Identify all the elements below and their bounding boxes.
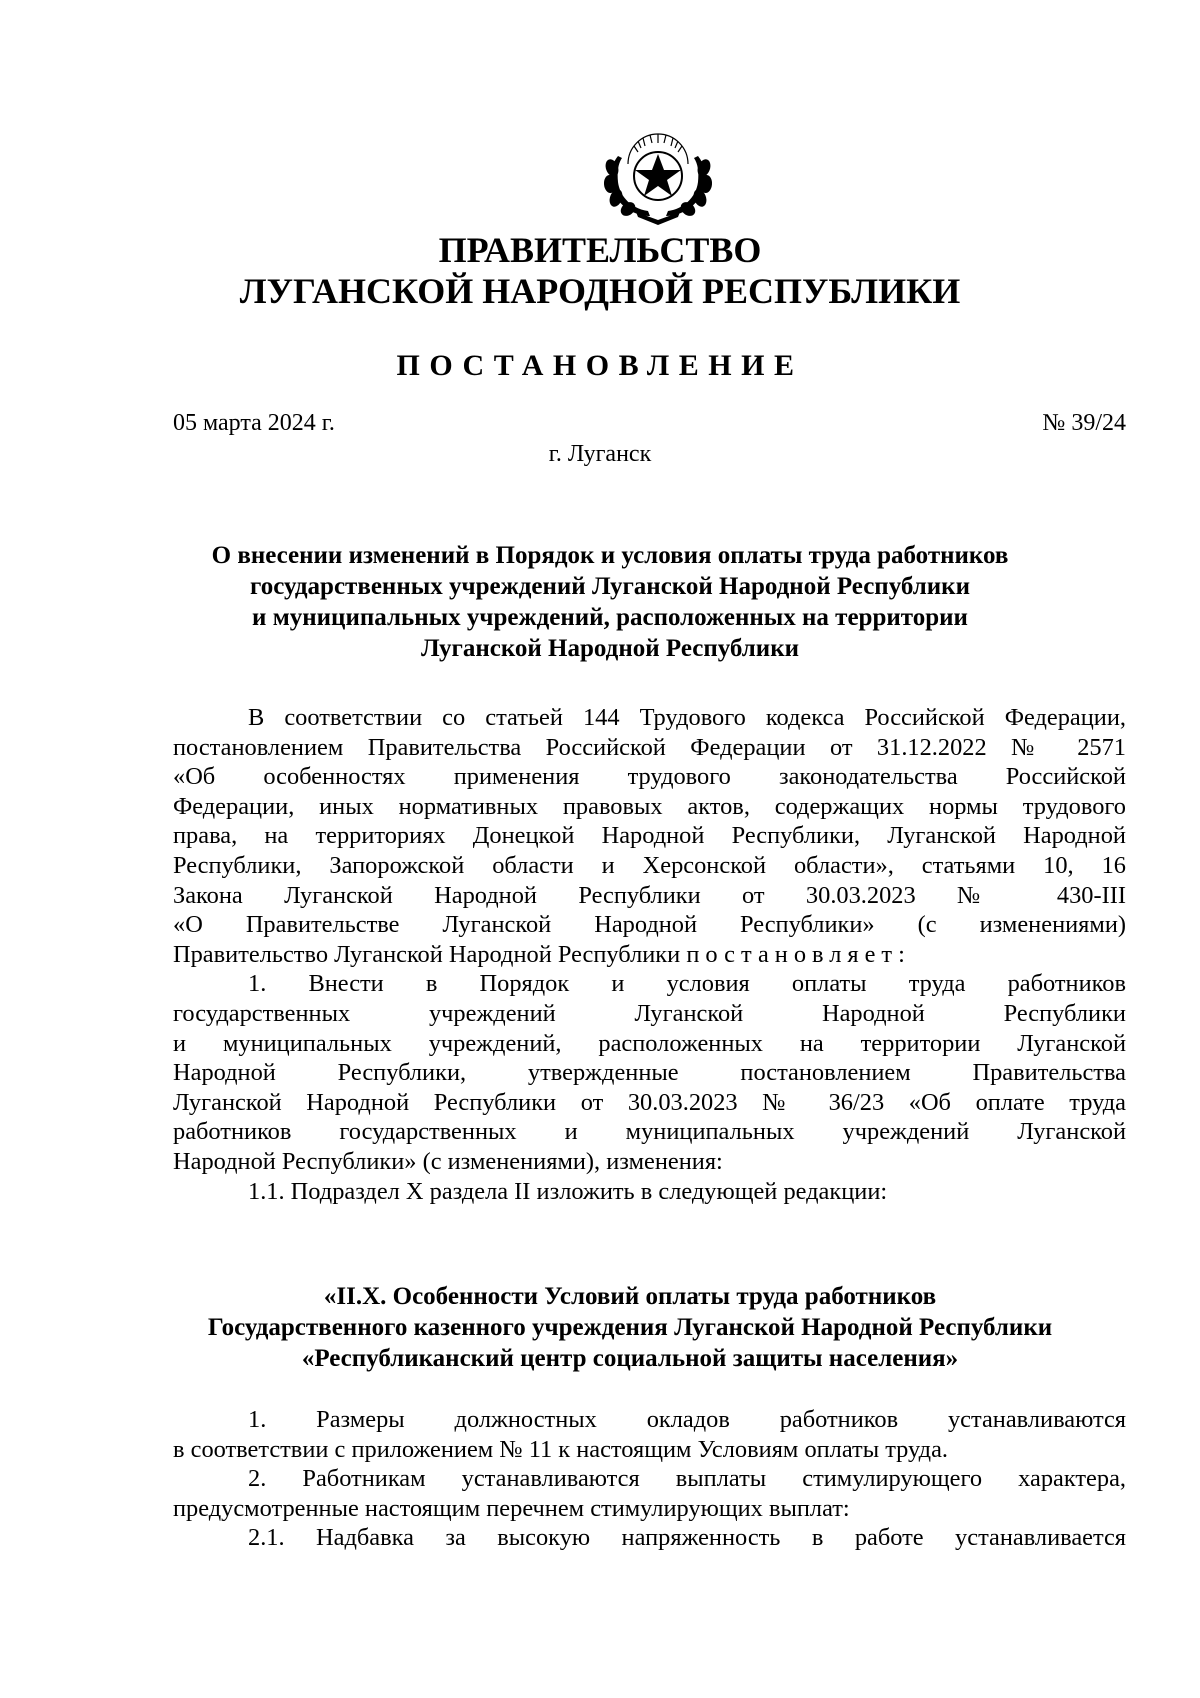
text-line: права, на территориях Донецкой Народной Республики, Луганской Народной (173, 822, 1126, 850)
lpr-coat-of-arms-icon (588, 116, 728, 226)
text-line: Республики, Запорожской области и Херсонской области», статьями 10, 16 (173, 851, 1126, 879)
title-line: государственных учреждений Луганской Народной Республики (249, 573, 970, 600)
document-date: 05 марта 2024 г. (173, 410, 335, 436)
resolution-word: постановляет: (686, 940, 911, 968)
text-line: и муниципальных учреждений, расположенных на территории Луганской (173, 1029, 1126, 1057)
section-title-line: Государственного казенного учреждения Луганской Народной Республики (207, 1314, 1053, 1341)
text-line: Народной Республики» (с изменениями), изменения: (173, 1147, 723, 1175)
text-line: 1. Внести в Порядок и условия оплаты труда работников (248, 970, 1126, 998)
preamble-paragraph (173, 703, 1126, 969)
text-line: работников государственных и муниципальных учреждений Луганской (173, 1118, 1126, 1146)
section-item-2-paragraph (173, 1464, 1126, 1523)
text-line: Луганской Народной Республики от 30.03.2023 № 36/23 «Об оплате труда (173, 1088, 1126, 1116)
section-title-line: «II.X. Особенности Условий оплаты труда работников (323, 1283, 937, 1310)
text-line (173, 940, 1126, 970)
section-item-1-paragraph (173, 1405, 1126, 1464)
text-line: Федерации, иных нормативных правовых актов, содержащих нормы трудового (173, 792, 1126, 820)
text-line: Народной Республики, утвержденные постановлением Правительства (173, 1059, 1126, 1087)
text-line: 2. Работникам устанавливаются выплаты стимулирующего характера, (248, 1465, 1126, 1493)
title-line: Луганской Народной Республики (420, 635, 800, 662)
document-number: № 39/24 (1042, 410, 1126, 436)
text-line: постановлением Правительства Российской Федерации от 31.12.2022 № 2571 (173, 733, 1126, 761)
section-body (173, 1405, 1126, 1553)
text-line: Закона Луганской Народной Республики от 30.03.2023 № 430-III (173, 881, 1126, 909)
title-line: О внесении изменений в Порядок и условия оплаты труда работников (211, 542, 1009, 569)
title-line: и муниципальных учреждений, расположенных на территории (252, 604, 968, 631)
text-line: в соответствии с приложением № 11 к настоящим Условиям оплаты труда. (173, 1435, 949, 1463)
text-line: В соответствии со статьей 144 Трудового кодекса Российской Федерации, (248, 704, 1126, 731)
text-line: предусмотренные настоящим перечнем стимулирующих выплат: (173, 1494, 850, 1522)
text-line: 1. Размеры должностных окладов работников устанавливаются (248, 1406, 1126, 1433)
organization-name-line-2: ЛУГАНСКОЙ НАРОДНОЙ РЕСПУБЛИКИ (239, 271, 961, 311)
organization-name-line-1: ПРАВИТЕЛЬСТВО (438, 230, 762, 270)
text-line: государственных учреждений Луганской Народной Республики (173, 999, 1126, 1027)
document-body (173, 703, 1126, 1206)
text-fragment: Правительство Луганской Народной Республики (173, 940, 681, 968)
section-title-line: «Республиканский центр социальной защиты населения» (301, 1345, 959, 1372)
item-1-1-paragraph: 1.1. Подраздел X раздела II изложить в следующей редакции: (248, 1177, 888, 1205)
section-item-2-1-paragraph: 2.1. Надбавка за высокую напряженность в работе устанавливается (248, 1524, 1126, 1552)
document-title (150, 540, 1070, 664)
item-1-paragraph (173, 969, 1126, 1176)
text-line: «Об особенностях применения трудового законодательства Российской (173, 763, 1126, 791)
document-type: ПОСТАНОВЛЕНИЕ (396, 349, 804, 382)
text-line: «О Правительстве Луганской Народной Республики» (с изменениями) (173, 911, 1126, 939)
document-city: г. Луганск (548, 441, 652, 467)
section-title (150, 1281, 1110, 1374)
